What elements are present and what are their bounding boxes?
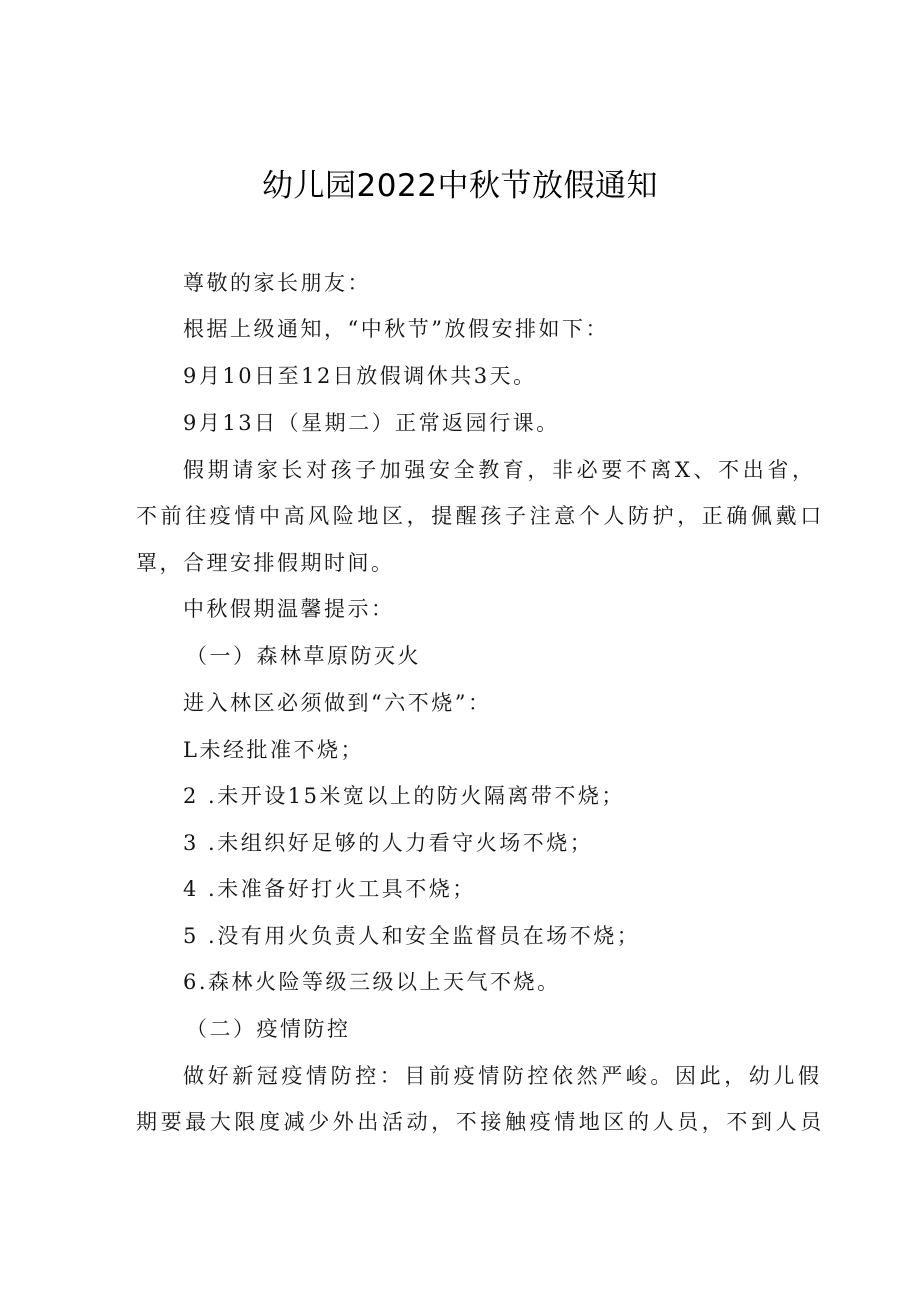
section-1-heading: （一）森林草原防灭火: [186, 644, 421, 668]
schedule-line-1: 9月10日至12日放假调休共3天。: [183, 364, 537, 388]
safety-paragraph-line-3: 罩，合理安排假期时间。: [136, 551, 395, 575]
intro-paragraph: 根据上级通知，“中秋节”放假安排如下：: [183, 317, 609, 341]
tips-heading: 中秋假期温馨提示：: [183, 597, 395, 621]
fire-rule-item-3: 3 .未组织好足够的人力看守火场不烧；: [183, 831, 594, 855]
fire-rule-item-6: 6.森林火险等级三级以上天气不烧。: [183, 970, 561, 994]
safety-paragraph-line-2: 不前往疫情中高风险地区，提醒孩子注意个人防护，正确佩戴口: [136, 504, 825, 528]
safety-paragraph-line-1: 假期请家长对孩子加强安全教育，非必要不离X、不出省，: [183, 458, 817, 482]
fire-rule-item-5: 5 .没有用火负责人和安全监督员在场不烧；: [183, 924, 641, 948]
fire-rule-item-4: 4 .未准备好打火工具不烧；: [183, 877, 476, 901]
fire-rule-item-2: 2 .未开设15米宽以上的防火隔离带不烧；: [183, 784, 625, 808]
section-2-heading: （二）疫情防控: [186, 1017, 351, 1041]
greeting: 尊敬的家长朋友：: [183, 271, 371, 295]
epidemic-paragraph-line-1: 做好新冠疫情防控：目前疫情防控依然严峻。因此，幼儿假: [183, 1064, 823, 1088]
epidemic-paragraph-line-2: 期要最大限度减少外出活动，不接触疫情地区的人员，不到人员: [136, 1110, 825, 1134]
schedule-line-2: 9月13日（星期二）正常返园行课。: [183, 411, 560, 435]
fire-rule-item-1: L未经批准不烧；: [183, 738, 364, 762]
section-1-lead: 进入林区必须做到“六不烧”：: [183, 691, 492, 715]
document-title: 幼儿园2022中秋节放假通知: [262, 168, 658, 204]
